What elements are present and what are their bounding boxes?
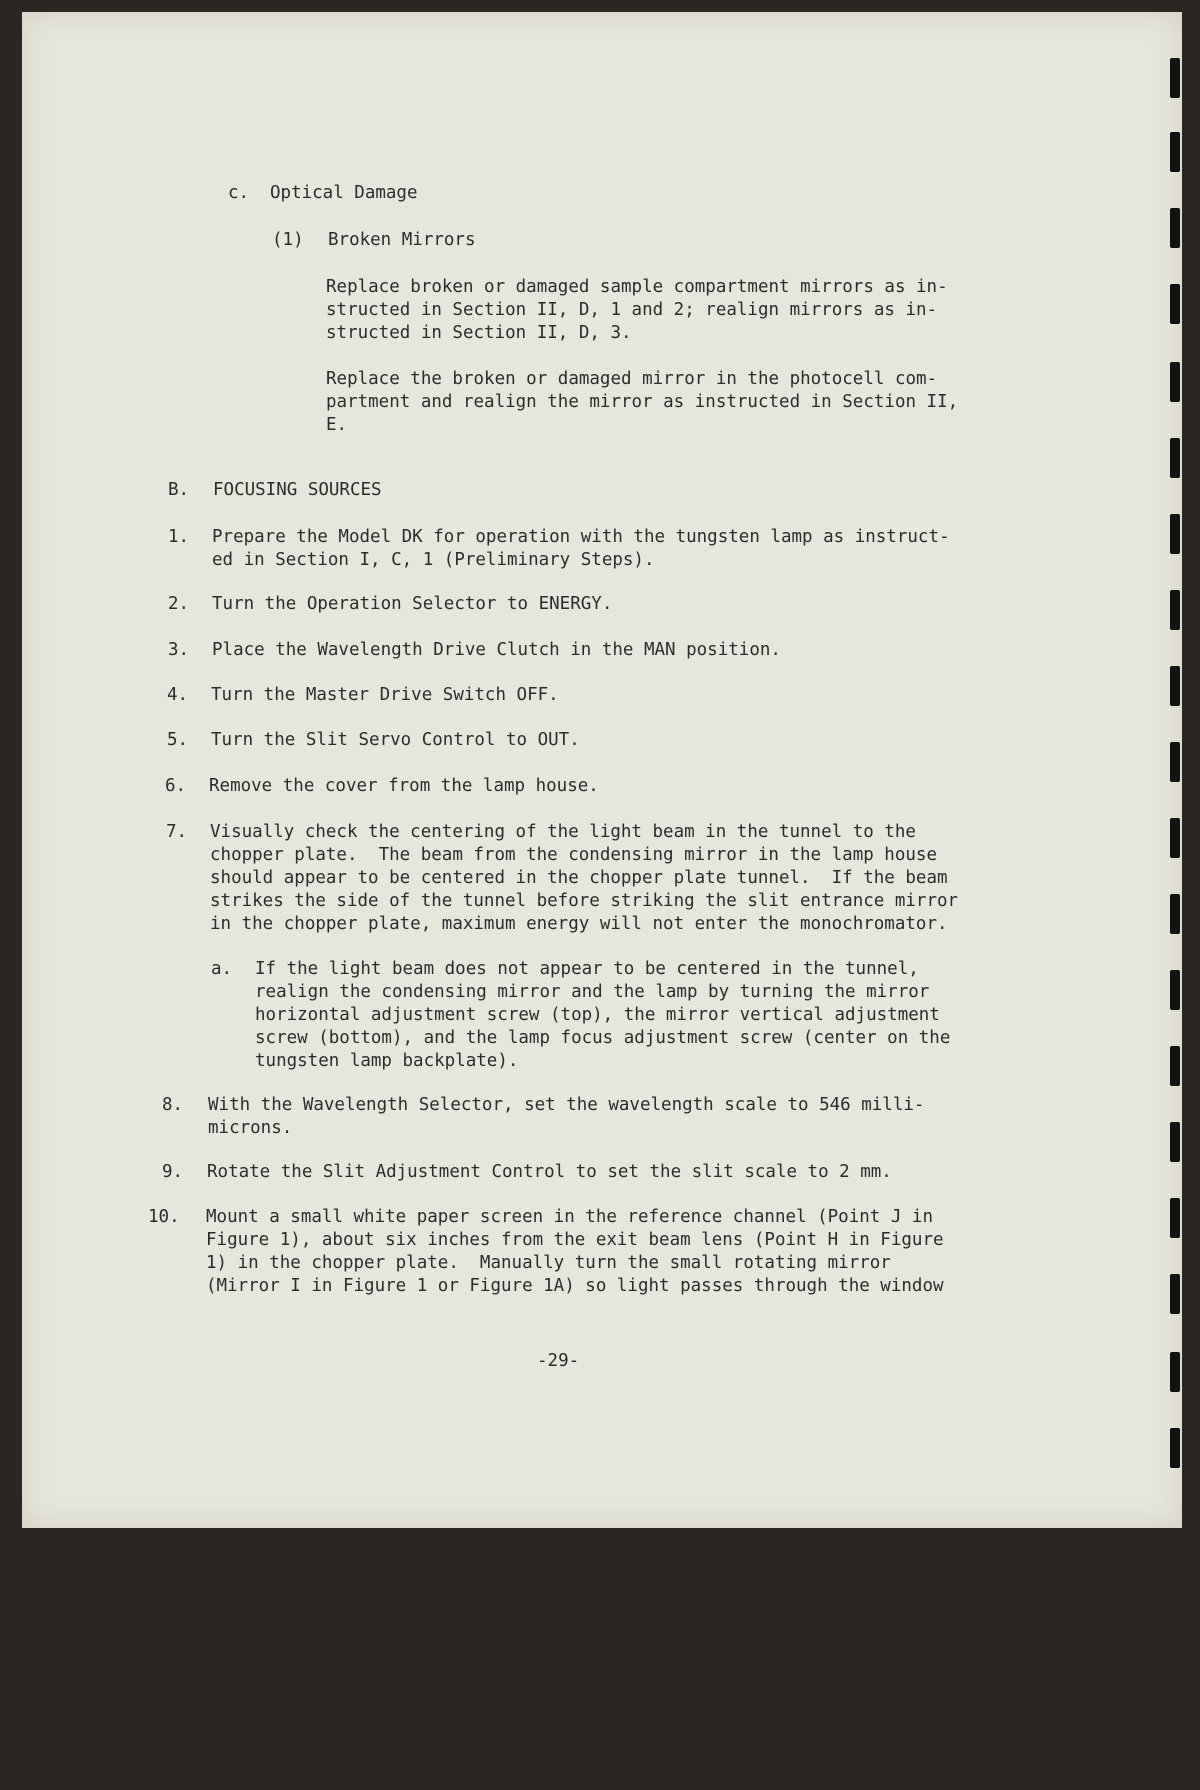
binding-hole [1170,58,1180,98]
para1-line: structed in Section II, D, 1 and 2; realign mirrors as in- [326,300,938,320]
para1-line: structed in Section II, D, 3. [326,323,632,343]
step-line: 1) in the chopper plate. Manually turn the small rotating mirror [206,1253,891,1273]
section-c-label: c. [228,183,250,203]
binding-hole [1170,590,1180,630]
binding-hole [1170,1352,1180,1392]
binding-hole [1170,1274,1180,1314]
binding-hole [1170,1122,1180,1162]
binding-hole [1170,208,1180,248]
step-line: Mount a small white paper screen in the reference channel (Point J in [206,1207,933,1227]
step-line: Visually check the centering of the light beam in the tunnel to the [210,822,916,842]
binding-hole [1170,1428,1180,1468]
page-text [22,12,959,1790]
step-number: 3. [168,640,190,660]
page-number: -29- [537,1351,580,1371]
binding-hole [1170,666,1180,706]
step-line: With the Wavelength Selector, set the wavelength scale to 546 milli- [208,1095,925,1115]
para1-line: Replace broken or damaged sample compartment mirrors as in- [326,277,948,297]
section-c-title: Optical Damage [270,183,418,203]
step-number: 4. [167,685,189,705]
document-page [22,12,1182,1528]
step-number: 5. [167,730,189,750]
substep-line: realign the condensing mirror and the lamp by turning the mirror [255,982,930,1002]
para2-line: Replace the broken or damaged mirror in the photocell com- [326,369,938,389]
subsection-1-label: (1) [272,230,304,250]
step-number: 8. [162,1095,184,1115]
step-line: Rotate the Slit Adjustment Control to set the slit scale to 2 mm. [207,1162,892,1182]
step-number: 6. [165,776,187,796]
substep-line: If the light beam does not appear to be centered in the tunnel, [255,959,919,979]
binding-hole [1170,438,1180,478]
binding-hole [1170,742,1180,782]
substep-label: a. [211,959,233,979]
binding-hole [1170,970,1180,1010]
step-line: Turn the Master Drive Switch OFF. [211,685,559,705]
binding-hole [1170,1198,1180,1238]
step-line: microns. [208,1118,293,1138]
para2-line: partment and realign the mirror as instructed in Section II, [326,392,959,412]
binding-hole [1170,894,1180,934]
binding-hole [1170,818,1180,858]
substep-line: horizontal adjustment screw (top), the mirror vertical adjustment [255,1005,940,1025]
section-b-title: FOCUSING SOURCES [213,480,382,500]
step-line: Place the Wavelength Drive Clutch in the MAN position. [212,640,781,660]
step-line: Remove the cover from the lamp house. [209,776,599,796]
step-number: 2. [168,594,190,614]
substep-line: tungsten lamp backplate). [255,1051,519,1071]
step-line: (Mirror I in Figure 1 or Figure 1A) so light passes through the window [206,1276,944,1296]
subsection-1-title: Broken Mirrors [328,230,476,250]
step-line: Prepare the Model DK for operation with the tungsten lamp as instruct- [212,527,950,547]
step-line: ed in Section I, C, 1 (Preliminary Steps). [212,550,655,570]
binding-hole [1170,362,1180,402]
binding-hole [1170,132,1180,172]
step-line: Turn the Operation Selector to ENERGY. [212,594,613,614]
step-line: should appear to be centered in the chopper plate tunnel. If the beam [210,868,948,888]
step-number: 1. [168,527,190,547]
step-line: Turn the Slit Servo Control to OUT. [211,730,580,750]
section-b-label: B. [168,480,190,500]
substep-line: screw (bottom), and the lamp focus adjustment screw (center on the [255,1028,951,1048]
step-line: Figure 1), about six inches from the exit beam lens (Point H in Figure [206,1230,944,1250]
binding-hole [1170,1046,1180,1086]
binding-hole [1170,514,1180,554]
para2-line: E. [326,415,348,435]
step-line: in the chopper plate, maximum energy will not enter the monochromator. [210,914,948,934]
step-number: 9. [162,1162,184,1182]
step-line: chopper plate. The beam from the condensing mirror in the lamp house [210,845,937,865]
step-line: strikes the side of the tunnel before striking the slit entrance mirror [210,891,959,911]
step-number: 10. [148,1207,180,1227]
step-number: 7. [166,822,188,842]
binding-hole [1170,284,1180,324]
